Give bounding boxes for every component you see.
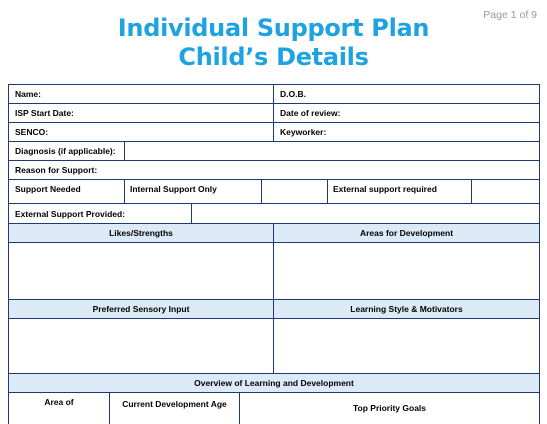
page-indicator: Page 1 of 9 (483, 9, 537, 21)
col-divider (273, 84, 274, 141)
row-border (8, 373, 540, 374)
col-divider (273, 223, 274, 373)
row-border (8, 223, 540, 224)
row-border (8, 84, 540, 85)
name-label: Name: (15, 89, 41, 99)
top-priority-header: Top Priority Goals (352, 403, 427, 413)
internal-only-label: Internal Support Only (130, 184, 217, 194)
row-border (8, 141, 540, 142)
likes-header: Likes/Strengths (109, 228, 173, 238)
keyworker-label: Keyworker: (280, 127, 327, 137)
support-plan-form (8, 84, 540, 424)
isp-start-label: ISP Start Date: (15, 108, 74, 118)
area-of-header: Area of (44, 397, 74, 407)
current-dev-age-header: Current Development Age (122, 399, 227, 409)
row-border (8, 299, 540, 300)
external-provided-label: External Support Provided: (15, 209, 126, 219)
row-border (8, 122, 540, 123)
col-divider (471, 179, 472, 203)
right-border (539, 84, 540, 424)
reason-label: Reason for Support: (15, 165, 98, 175)
row-border (8, 318, 540, 319)
col-divider (327, 179, 328, 203)
learning-style-header: Learning Style & Motivators (350, 304, 463, 314)
form-title: Individual Support Plan (117, 14, 430, 42)
row-border (8, 179, 540, 180)
senco-label: SENCO: (15, 127, 49, 137)
date-review-label: Date of review: (280, 108, 341, 118)
areas-dev-header: Areas for Development (359, 228, 454, 238)
external-required-label: External support required (333, 184, 437, 194)
support-needed-label: Support Needed (15, 184, 81, 194)
overview-header: Overview of Learning and Development (194, 378, 354, 388)
row-border (8, 103, 540, 104)
row-border (8, 203, 540, 204)
col-divider (191, 203, 192, 223)
row-border (8, 242, 540, 243)
sensory-header: Preferred Sensory Input (92, 304, 190, 314)
left-border (8, 84, 9, 424)
col-divider (124, 179, 125, 203)
diagnosis-label: Diagnosis (if applicable): (15, 146, 116, 156)
col-divider (124, 141, 125, 160)
row-border (8, 160, 540, 161)
dob-label: D.O.B. (280, 89, 306, 99)
col-divider (261, 179, 262, 203)
form-subtitle: Child’s Details (178, 43, 369, 71)
row-border (8, 392, 540, 393)
